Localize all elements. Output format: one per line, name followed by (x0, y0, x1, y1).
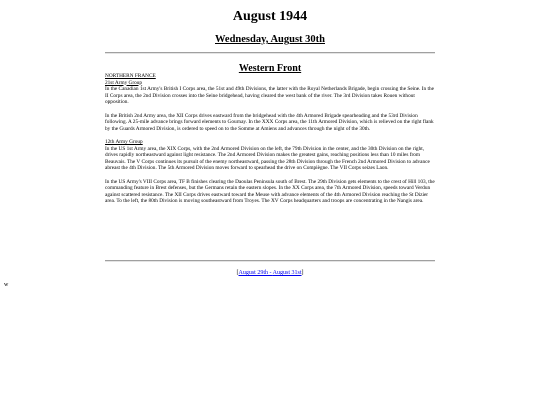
nav-separator[interactable]: - (268, 270, 273, 276)
day-navigation (105, 269, 435, 277)
divider-bottom (105, 260, 435, 262)
nav-close-bracket: ] (301, 270, 304, 276)
page-title: August 1944 (232, 9, 308, 24)
paragraph: In the US 1st Army area, the XIX Corps, with the 2nd Armored Division on the left, the 79th Division in the center, and the 30th Division on the right, drives rapidly northeastward against light resistance. The 2nd Armored Division makes the greatest gains, reaching positions less than 10 miles from Beauvais. The V Corps continues its pursuit of the enemy northeastward, passing the 28th Division through the French 2nd Armored Division to advance abreast the 4th Division. The 5th Armored Division moves forward to spearhead the drive on Compiègne. The VII Corps seizes Laon. (105, 145, 430, 172)
section-body (105, 73, 435, 211)
group-label-21st: 21st Army Group (105, 79, 143, 86)
paragraph: In the Canadian 1st Army's British I Corps area, the 51st and 49th Divisions, the latter with the Royal Netherlands Brigade, begin crossing the Seine. In the II Corps area, the 2nd Division crosses into the Seine bridgehead, having cleared the west bank of the river. The 3rd Division takes Rouen without opposition. (105, 86, 435, 106)
stray-text: w (4, 282, 9, 288)
date-heading: Wednesday, August 30th (215, 34, 325, 45)
region-label: NORTHERN FRANCE (105, 73, 156, 79)
prev-day-link[interactable]: August 29th (238, 270, 268, 276)
divider-top (105, 52, 435, 54)
section-title: Western Front (238, 63, 302, 74)
nav-open-bracket: [ (236, 270, 239, 276)
group-label-12th: 12th Army Group (105, 138, 143, 145)
paragraph: In the US Army's VIII Corps area, TF B finishes clearing the Daoulas Peninsula south of Brest. The 29th Division gets elements to the crest of Hill 103, the commanding feature in Brest defenses, but the Germans retain the eastern slopes. In the XX Corps area, the 7th Armored Division, speeds toward Verdun against scattered resistance. The XII Corps drives eastward toward the Meuse with advance elements of the 4th Armored Division reaching the St Dizier area. To the left, the 80th Division is moving southeastward from Troyes. The XV Corps headquarters and troops are concentrating in the Nangis area. (105, 178, 435, 205)
next-day-link[interactable]: August 31st (272, 270, 302, 276)
paragraph: In the British 2nd Army area, the XII Corps drives eastward from the bridgehead with the 4th Armored Brigade spearheading and the 53rd Division following. A 25-mile advance brings forward elements to Gournay. In the XXX Corps area, the 11th Armored Division, which is relieved on the right flank by the Guards Armored Division, is ordered to speed on to the Somme at Amiens and advances through the night of the 30th. (105, 112, 434, 132)
